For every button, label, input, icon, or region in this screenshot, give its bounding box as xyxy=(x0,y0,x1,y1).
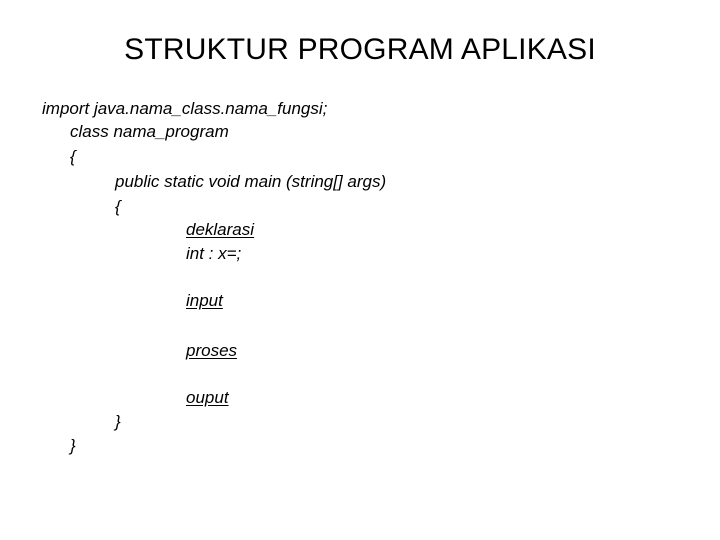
code-line-main-declaration: public static void main (string[] args) xyxy=(115,172,387,191)
code-line-input: input xyxy=(186,291,223,310)
code-line-main-close-brace: } xyxy=(115,412,121,431)
code-line-import: import java.nama_class.nama_fungsi; xyxy=(42,99,328,118)
code-line-class-close-brace: } xyxy=(70,436,76,455)
code-line-class-declaration: class nama_program xyxy=(70,122,229,141)
code-line-int-declaration: int : x=; xyxy=(186,244,242,263)
code-line-deklarasi: deklarasi xyxy=(186,220,255,239)
slide-title: STRUKTUR PROGRAM APLIKASI xyxy=(124,33,596,66)
code-line-output: ouput xyxy=(186,388,229,407)
code-line-main-open-brace: { xyxy=(115,197,121,216)
code-line-class-open-brace: { xyxy=(70,147,76,166)
code-line-proses: proses xyxy=(186,341,238,360)
